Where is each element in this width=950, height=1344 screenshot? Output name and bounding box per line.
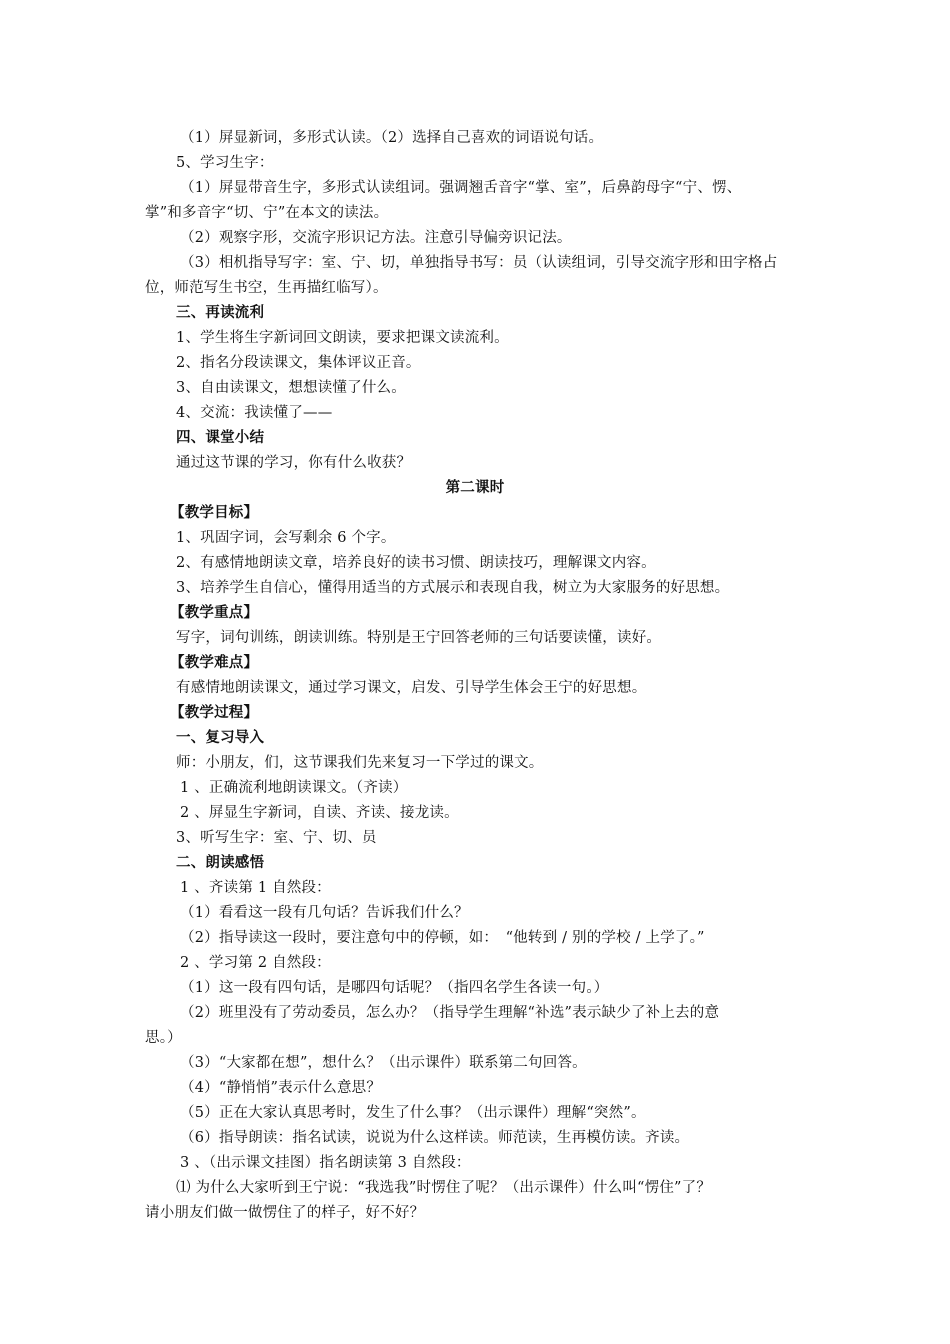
text-line: 3、培养学生自信心，懂得用适当的方式展示和表现自我，树立为大家服务的好思想。: [176, 580, 730, 596]
text-line: ⑴ 为什么大家听到王宁说：“我选我”时愣住了呢？（出示课件）什么叫“愣住”了？: [176, 1180, 712, 1196]
text-line: 1、巩固字词，会写剩余 6 个字。: [176, 530, 396, 546]
text-line: 位，师范写生书空，生再描红临写）。: [145, 280, 388, 296]
text-line: 师：小朋友，们，这节课我们先来复习一下学过的课文。: [176, 755, 544, 771]
text-line: 2 、屏显生字新词，自读、齐读、接龙读。: [180, 805, 459, 821]
section-heading: 二、朗读感悟: [176, 854, 265, 871]
text-line: （6）指导朗读：指名试读，说说为什么这样读。师范读，生再模仿读。齐读。: [180, 1130, 690, 1146]
text-line: 3 、（出示课文挂图）指名朗读第 3 自然段：: [180, 1155, 471, 1171]
text-line: （1）屏显带音生字，多形式认读组词。强调翘舌音字“掌、室”，后鼻韵母字“宁、愣、: [180, 180, 742, 196]
text-line: （1）看看这一段有几句话？告诉我们什么？: [180, 905, 469, 921]
text-line: 2、指名分段读课文，集体评议正音。: [176, 355, 421, 371]
section-heading: 三、再读流利: [176, 304, 265, 321]
text-line: （3）相机指导写字：室、宁、切，单独指导书写：员（认读组词，引导交流字形和田字格占: [180, 255, 778, 271]
lesson-title: 第二课时: [445, 479, 505, 496]
bracket-heading: 【教学重点】: [170, 604, 259, 621]
text-line: （2）观察字形，交流字形识记方法。注意引导偏旁识记法。: [180, 230, 572, 246]
text-line: 5、学习生字：: [176, 155, 274, 171]
text-line: 2、有感情地朗读文章，培养良好的读书习惯、朗读技巧，理解课文内容。: [176, 555, 656, 571]
text-line: （4）“静悄悄”表示什么意思？: [180, 1080, 382, 1096]
bracket-heading: 【教学难点】: [170, 654, 259, 671]
text-line: 请小朋友们做一做愣住了的样子，好不好？: [145, 1205, 425, 1221]
bracket-heading: 【教学过程】: [170, 704, 259, 721]
text-line: 掌”和多音字“切、宁”在本文的读法。: [145, 205, 389, 221]
section-heading: 四、课堂小结: [176, 429, 265, 446]
text-line: （5）正在大家认真思考时，发生了什么事？（出示课件）理解“突然”。: [180, 1105, 646, 1121]
text-line: （2）指导读这一段时，要注意句中的停顿，如： “他转到 / 别的学校 / 上学了。”: [180, 930, 705, 946]
text-line: 通过这节课的学习，你有什么收获？: [176, 455, 412, 471]
text-line: 2 、学习第 2 自然段：: [180, 955, 331, 971]
text-line: 3、听写生字：室、宁、切、员: [176, 830, 377, 846]
text-line: （1）这一段有四句话，是哪四句话呢？（指四名学生各读一句。）: [180, 980, 609, 996]
text-line: （3）“大家都在想”，想什么？（出示课件）联系第二句回答。: [180, 1055, 587, 1071]
section-heading: 一、复习导入: [176, 729, 265, 746]
text-line: 1、学生将生字新词回文朗读，要求把课文读流利。: [176, 330, 509, 346]
text-line: 3、自由读课文，想想读懂了什么。: [176, 380, 406, 396]
text-line: 4、交流：我读懂了——: [176, 405, 333, 421]
text-line: 1 、正确流利地朗读课文。（齐读）: [180, 780, 408, 796]
text-line: 思。）: [145, 1030, 182, 1046]
text-line: 有感情地朗读课文，通过学习课文，启发、引导学生体会王宁的好思想。: [176, 680, 647, 696]
text-line: （1）屏显新词，多形式认读。（2）选择自己喜欢的词语说句话。: [180, 130, 604, 146]
text-line: 1 、齐读第 1 自然段：: [180, 880, 331, 896]
text-line: 写字，词句训练，朗读训练。特别是王宁回答老师的三句话要读懂，读好。: [176, 630, 662, 646]
bracket-heading: 【教学目标】: [170, 504, 259, 521]
text-line: （2）班里没有了劳动委员，怎么办？（指导学生理解“补选”表示缺少了补上去的意: [180, 1005, 720, 1021]
